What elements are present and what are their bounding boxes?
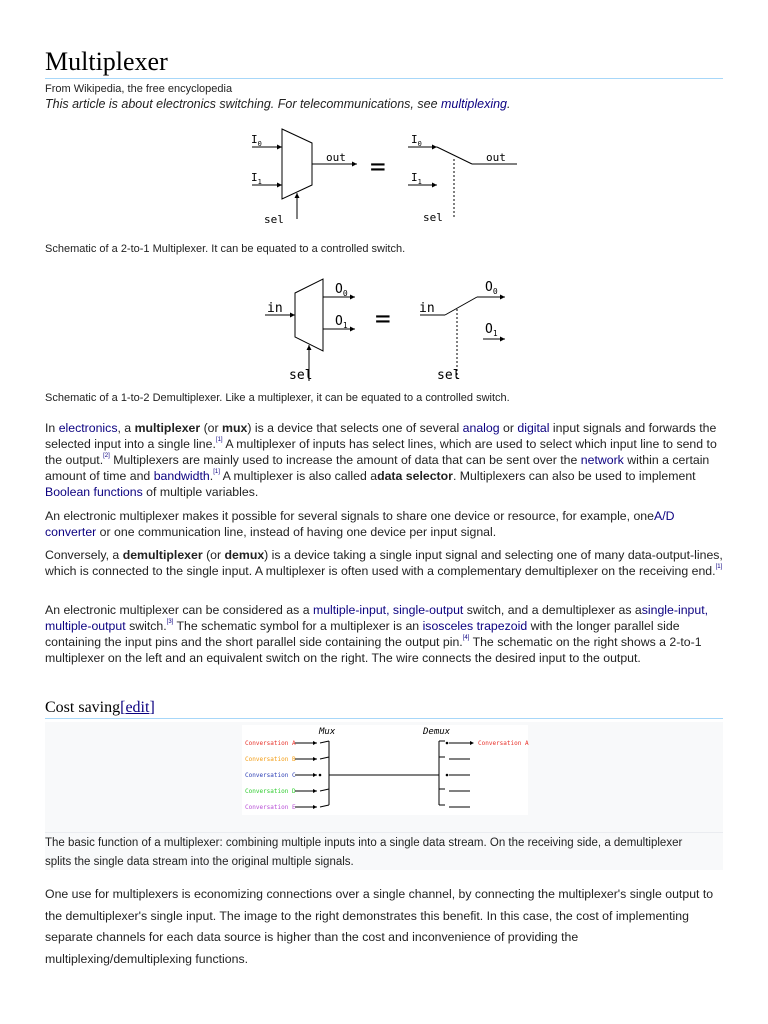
link-electronics[interactable]: electronics [58, 421, 118, 435]
link-isosceles-trapezoid[interactable]: isosceles trapezoid [422, 619, 528, 633]
mux-caption: Schematic of a 2-to-1 Multiplexer. It can be equated to a controlled switch. [45, 243, 406, 255]
switch-label-i0: $I_0$ [411, 133, 422, 148]
mux-label-sel: sel [264, 213, 284, 226]
output-conversation-label: Conversation A [478, 740, 529, 747]
hatnote-text: This article is about electronics switching. For telecommunications, see [45, 97, 441, 111]
term-demultiplexer: demultiplexer [122, 548, 203, 562]
conversation-c-label: Conversation C [245, 772, 296, 779]
demux-diagram-label: Demux [423, 727, 451, 737]
mux-label-i0: $I_0$ [251, 133, 262, 148]
term-demux: demux [224, 548, 265, 562]
demux-label-o0: $O_0$ [335, 282, 348, 298]
section-heading-cost-saving: Cost saving[edit] [45, 699, 155, 716]
dswitch-label-o1: $O_1$ [485, 322, 498, 338]
dswitch-label-sel: sel [437, 368, 461, 383]
ref-1[interactable]: [1] [215, 437, 223, 443]
link-ad-converter[interactable]: A/D converter [45, 509, 675, 539]
term-data-selector: data selector [377, 469, 453, 483]
demux-label-sel: sel [289, 368, 313, 383]
edit-link[interactable]: edit [125, 699, 150, 716]
switch-label-sel: sel [423, 211, 443, 224]
conversation-a-label: Conversation A [245, 740, 296, 747]
mux-equals: = [370, 152, 386, 182]
link-analog[interactable]: analog [462, 421, 500, 435]
ref-4[interactable]: [4] [462, 635, 470, 641]
conversation-d-label: Conversation D [245, 788, 296, 795]
mux-diagram-label: Mux [319, 727, 336, 737]
paragraph-sharing: An electronic multiplexer makes it possible for several signals to share one device or resource, for example, oneA/D converter or one communication line, instead of having one device per input signal. [45, 509, 675, 539]
dswitch-label-in: in [419, 301, 435, 316]
term-multiplexer: multiplexer [134, 421, 201, 435]
link-digital[interactable]: digital [517, 421, 550, 435]
link-boolean-functions[interactable]: Boolean functions [45, 485, 143, 499]
mux-figure [242, 119, 525, 237]
paragraph-demux: Conversely, a demultiplexer (or demux) is a device taking a single input signal and selecting one of many data-output-lines, which is connected to the single input. A multiplexer is often used with a complementary demultiplexer on the receiving end.[1] [45, 548, 723, 578]
link-network[interactable]: network [580, 453, 624, 467]
link-multiple-input[interactable]: multiple-input, single-output [312, 603, 464, 617]
demux-caption: Schematic of a 1-to-2 Demultiplexer. Like a multiplexer, it can be equated to a controlled switch. [45, 392, 510, 404]
ref-2[interactable]: [2] [103, 453, 110, 459]
page-title: Multiplexer [45, 47, 168, 76]
hatnote-link-multiplexing[interactable]: multiplexing [441, 97, 508, 111]
link-bandwidth[interactable]: bandwidth [153, 469, 210, 483]
paragraph-intro: In electronics, a multiplexer (or mux) is a device that selects one of several analog or digital input signals and forwards the selected input into a single line.[1] A multiplexer of inputs has select lines, which are used to select which input line to send to the output.[2] Multiplexers are mainly used to increase the amount of data that can be sent over the network within a certain amount of time and bandwidth.[1] A multiplexer is also called adata selector. Multiplexers can also be used to implement Boolean functions of multiple variables. [45, 421, 717, 499]
site-subtitle: From Wikipedia, the free encyclopedia [45, 83, 233, 95]
demux-label-o1: $O_1$ [335, 314, 348, 330]
cost-saving-caption: The basic function of a multiplexer: combining multiple inputs into a single data stream. On the receiving side, a demultiplexer splits the single data stream into the original multiple signals. [45, 837, 683, 868]
title-divider [45, 78, 723, 79]
switch-label-out: out [486, 151, 506, 164]
ref-1c[interactable]: [1] [715, 564, 723, 570]
conversation-b-label: Conversation B [245, 756, 296, 763]
ref-3[interactable]: [3] [166, 619, 174, 625]
term-mux: mux [222, 421, 248, 435]
ref-1b[interactable]: [1] [213, 469, 220, 475]
demux-equals: = [375, 304, 391, 334]
dswitch-label-o0: $O_0$ [485, 280, 498, 296]
demux-schematic [255, 269, 512, 385]
mux-label-out: out [326, 151, 346, 164]
section-divider [45, 718, 723, 719]
paragraph-cost-saving: One use for multiplexers is economizing connections over a single channel, by connecting the multiplexer's single output to the demultiplexer's single input. The image to the right demonstrates this benefit. In this case, the cost of implementing separate channels for each data source is higher than the cost and inconvenience of providing the multiplexing/demultiplexing functions. [45, 887, 714, 966]
switch-label-i1: $I_1$ [411, 171, 422, 186]
mux-schematic [242, 119, 525, 237]
hatnote-suffix: . [507, 97, 511, 111]
hatnote [45, 97, 511, 111]
demux-label-in: in [267, 301, 283, 316]
demux-figure [255, 269, 512, 385]
mux-label-i1: $I_1$ [251, 171, 262, 186]
conversation-e-label: Conversation E [245, 804, 296, 811]
link-single-input[interactable]: single-input, multiple-output [45, 603, 709, 633]
paragraph-schematic: An electronic multiplexer can be considered as a multiple-input, single-output switch, and a demultiplexer as asingle-input, multiple-output switch.[3] The schematic symbol for a multiplexer is an isosceles trapezoid with the longer parallel side containing the input pins and the short parallel side containing the output pin.[4] The schematic on the right shows a 2-to-1 multiplexer on the left and an equivalent switch on the right. The wire connects the desired input to the output. [45, 603, 709, 665]
mux-demux-diagram [45, 722, 723, 832]
